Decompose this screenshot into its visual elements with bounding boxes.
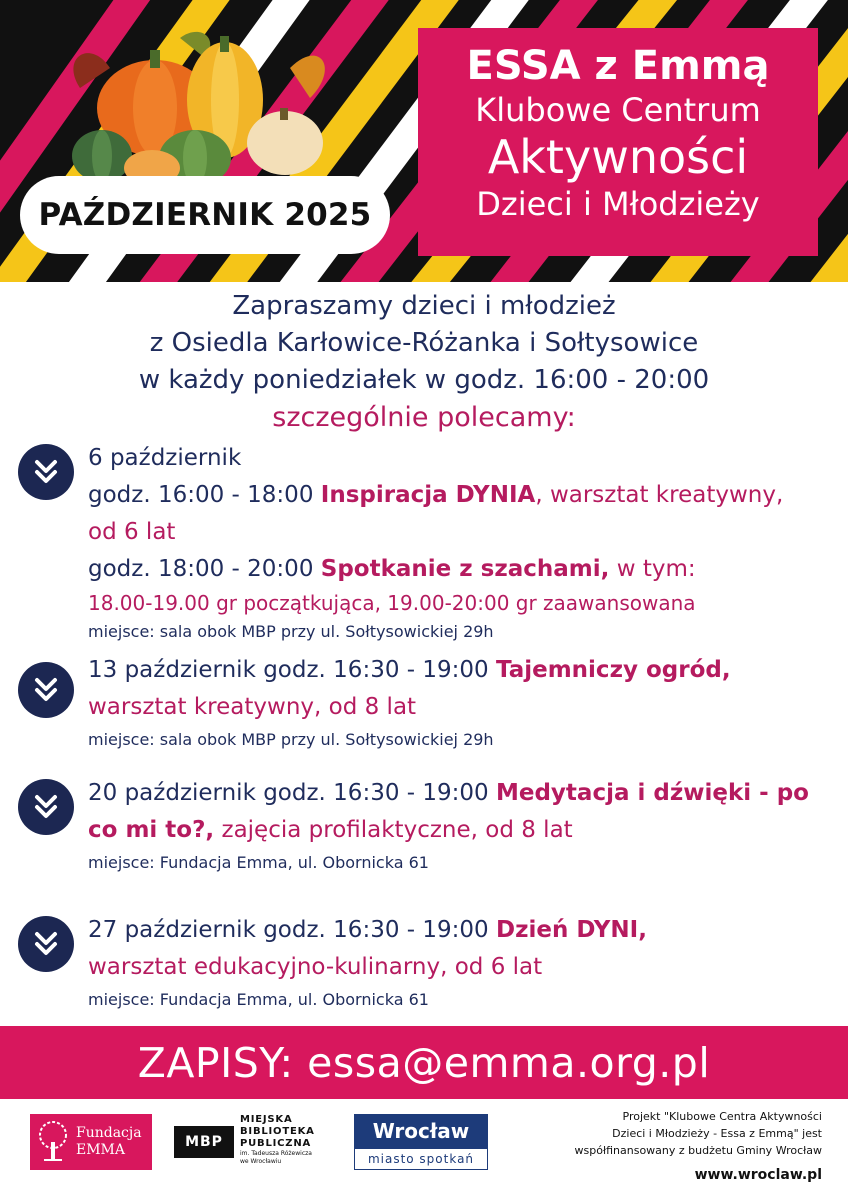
mbp-line-1: MIEJSKA <box>240 1114 293 1125</box>
intro-text <box>0 288 848 436</box>
event-title-cont: co mi to?, <box>88 817 215 843</box>
intro-line-1: Zapraszamy dzieci i młodzież <box>232 291 616 321</box>
title-klubowe: Klubowe Centrum <box>475 91 761 129</box>
title-dzieci: Dzieci i Młodzieży <box>476 185 760 223</box>
month-label: PAŹDZIERNIK 2025 <box>20 176 390 254</box>
mbp-line-5: we Wrocławiu <box>240 1158 282 1165</box>
event-title: Inspiracja DYNIA <box>320 482 536 508</box>
event-time: godz. 18:00 - 20:00 <box>88 556 321 582</box>
double-chevron-down-icon <box>18 916 74 972</box>
project-note <box>512 1108 822 1187</box>
event-date-time: 27 październik godz. 16:30 - 19:00 <box>88 917 496 943</box>
event-desc: warsztat kreatywny, od 8 lat <box>88 694 417 720</box>
event-desc: w tym: <box>609 556 696 582</box>
title-aktywnosci: Aktywności <box>487 130 749 184</box>
signup-banner[interactable]: ZAPISY: essa@emma.org.pl <box>0 1026 848 1099</box>
project-line-1: Projekt "Klubowe Centra Aktywności <box>622 1110 822 1123</box>
mbp-logo <box>174 1114 334 1170</box>
event-time: godz. 16:00 - 18:00 <box>88 482 321 508</box>
title-essa: ESSA z Emmą <box>466 43 770 89</box>
emma-logo-line-2: EMMA <box>76 1142 125 1158</box>
double-chevron-down-icon <box>18 444 74 500</box>
pumpkins-illustration <box>60 28 340 188</box>
mbp-logo-box: MBP <box>174 1126 234 1158</box>
intro-lead: szczególnie polecamy: <box>272 402 576 433</box>
project-line-3: współfinansowany z budżetu Gminy Wrocław <box>574 1144 822 1157</box>
fundacja-emma-logo <box>30 1114 152 1170</box>
event-title: Medytacja i dźwięki - po <box>495 780 809 806</box>
event-place: miejsce: sala obok MBP przy ul. Sołtysowickiej 29h <box>88 730 494 749</box>
event-place: miejsce: sala obok MBP przy ul. Sołtysowickiej 29h <box>88 622 494 641</box>
event-age: od 6 lat <box>88 519 176 545</box>
mbp-line-4: im. Tadeusza Różewicza <box>240 1150 312 1157</box>
event-groups: 18.00-19.00 gr początkująca, 19.00-20:00 gr zaawansowana <box>88 591 696 615</box>
event-date: 6 październik <box>88 445 242 471</box>
event-title: Dzień DYNI, <box>495 917 647 943</box>
event-date-time: 13 październik godz. 16:30 - 19:00 <box>88 657 496 683</box>
mbp-line-2: BIBLIOTEKA <box>240 1126 315 1137</box>
wroclaw-logo-bottom: miasto spotkań <box>354 1148 488 1170</box>
event-date-time: 20 październik godz. 16:30 - 19:00 <box>88 780 496 806</box>
event-desc: , warsztat kreatywny, <box>535 482 784 508</box>
mbp-line-3: PUBLICZNA <box>240 1138 312 1149</box>
wroclaw-logo-top: Wrocław <box>354 1114 488 1148</box>
footer <box>0 1100 848 1200</box>
event-place: miejsce: Fundacja Emma, ul. Obornicka 61 <box>88 990 429 1009</box>
event-desc: warsztat edukacyjno-kulinarny, od 6 lat <box>88 954 543 980</box>
wroclaw-url-link[interactable]: www.wroclaw.pl <box>694 1167 822 1183</box>
intro-line-3: w każdy poniedziałek w godz. 16:00 - 20:00 <box>138 365 710 395</box>
event-title: Spotkanie z szachami, <box>320 556 610 582</box>
double-chevron-down-icon <box>18 662 74 718</box>
header-banner <box>0 0 848 282</box>
tree-icon <box>36 1120 70 1164</box>
event-place: miejsce: Fundacja Emma, ul. Obornicka 61 <box>88 853 429 872</box>
event-title: Tajemniczy ogród, <box>495 657 731 683</box>
intro-line-2: z Osiedla Karłowice-Różanka i Sołtysowice <box>149 328 699 358</box>
project-line-2: Dzieci i Młodzieży - Essa z Emmą" jest <box>612 1127 822 1140</box>
double-chevron-down-icon <box>18 779 74 835</box>
title-box <box>418 28 818 256</box>
wroclaw-logo <box>354 1114 488 1170</box>
emma-logo-line-1: Fundacja <box>76 1125 142 1141</box>
event-desc: zajęcia profilaktyczne, od 8 lat <box>214 817 573 843</box>
